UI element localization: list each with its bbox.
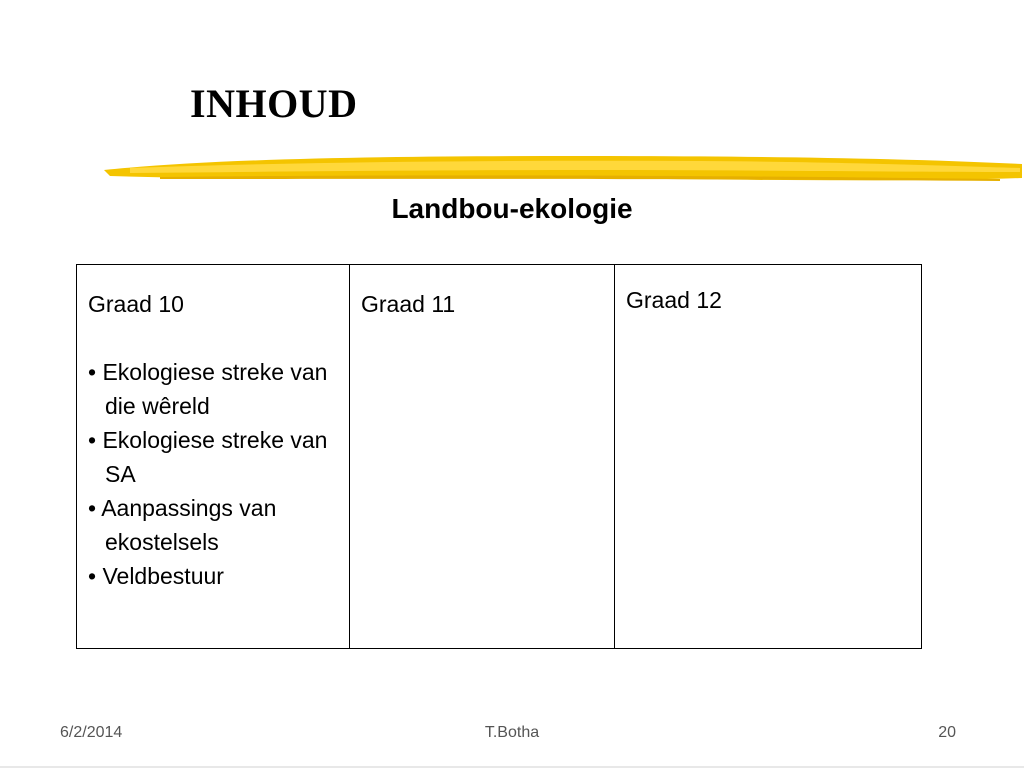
footer-date: 6/2/2014 [60, 724, 123, 741]
grades-table [76, 264, 922, 649]
slide-subtitle [0, 193, 1024, 225]
slide-title: INHOUD [190, 81, 358, 126]
grade-12-cell [615, 265, 922, 649]
table-row [77, 265, 922, 649]
topic-item: • Ekologiese streke van SA [88, 423, 339, 491]
grade-10-topic-list [88, 355, 339, 593]
grade-10-cell [77, 265, 350, 649]
subtitle-text: Landbou-ekologie [391, 193, 633, 224]
page-number: 20 [938, 724, 956, 741]
highlighter-stroke [100, 148, 1024, 188]
grade-11-heading: Graad 11 [361, 291, 456, 317]
grade-10-heading: Graad 10 [88, 291, 184, 317]
topic-item: • Ekologiese streke van die wêreld [88, 355, 339, 423]
topic-item: • Aanpassings van ekostelsels [88, 491, 339, 559]
topic-item: • Veldbestuur [88, 559, 339, 593]
footer-author: T.Botha [484, 724, 540, 741]
grade-11-cell [350, 265, 615, 649]
grade-12-heading: Graad 12 [626, 287, 722, 313]
